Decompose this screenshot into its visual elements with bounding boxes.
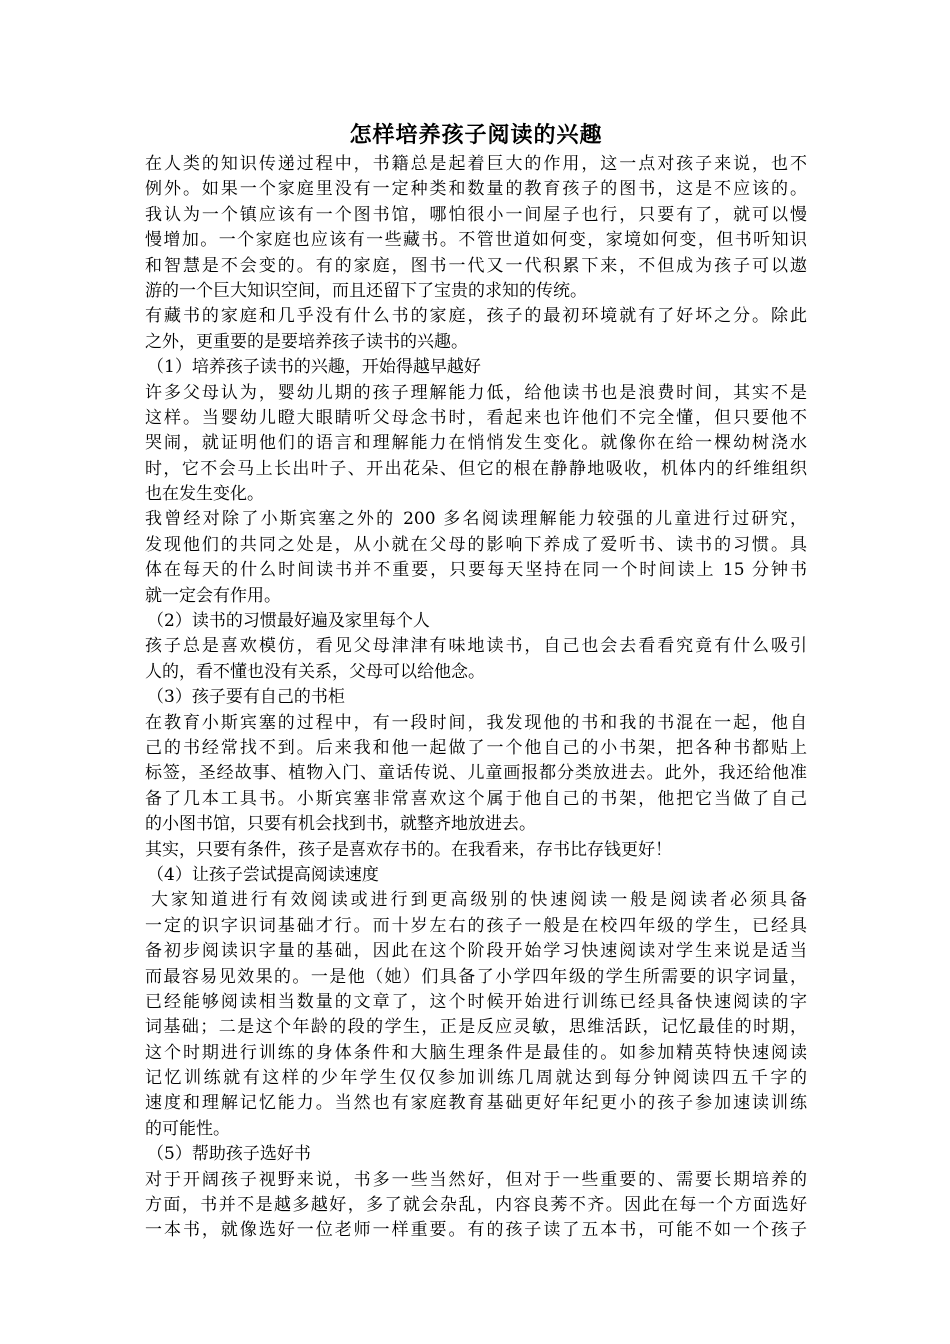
body-text-line: 和智慧是不会变的。有的家庭，图书一代又一代积累下来，不但成为孩子可以遨 — [145, 255, 807, 276]
body-text-line: 标签，圣经故事、植物入门、童话传说、儿童画报都分类放进去。此外，我还给他准 — [145, 763, 807, 784]
section-heading: （4）让孩子尝试提高阅读速度 — [147, 864, 379, 885]
body-text-line: 一本书，就像选好一位老师一样重要。有的孩子读了五本书，可能不如一个孩子 — [145, 1220, 807, 1241]
body-text-line: 我曾经对除了小斯宾塞之外的 200 多名阅读理解能力较强的儿童进行过研究， — [145, 509, 807, 530]
section-heading: （3）孩子要有自己的书柜 — [147, 687, 345, 708]
body-text-line: 这样。当婴幼儿瞪大眼睛听父母念书时，看起来也许他们不完全懂，但只要他不 — [145, 407, 807, 428]
body-text-line: 记忆训练就有这样的少年学生仅仅参加训练几周就达到每分钟阅读四五千字的 — [145, 1068, 807, 1089]
body-text-line: 已经能够阅读相当数量的文章了，这个时候开始进行训练已经具备快速阅读的字 — [145, 991, 807, 1012]
body-text-line: 在教育小斯宾塞的过程中，有一段时间，我发现他的书和我的书混在一起，他自 — [145, 712, 807, 733]
body-text-line: 体在每天的什么时间读书并不重要，只要每天坚持在同一个时间读上 15 分钟书 — [145, 560, 807, 581]
body-text-line: 速度和理解记忆能力。当然也有家庭教育基础更好年纪更小的孩子参加速读训练 — [145, 1093, 807, 1114]
body-text-line: 也在发生变化。 — [145, 484, 264, 505]
body-text-line: 方面，书并不是越多越好，多了就会杂乱，内容良莠不齐。因此在每一个方面选好 — [145, 1195, 807, 1216]
body-text-line: 备了几本工具书。小斯宾塞非常喜欢这个属于他自己的书架，他把它当做了自己 — [145, 788, 807, 809]
body-text-line: 慢增加。一个家庭也应该有一些藏书。不管世道如何变，家境如何变，但书听知识 — [145, 230, 807, 251]
body-text-line: 己的书经常找不到。后来我和他一起做了一个他自己的小书架，把各种书都贴上 — [145, 737, 807, 758]
body-text-line: 备初步阅读识字量的基础，因此在这个阶段开始学习快速阅读对学生来说是适当 — [145, 941, 807, 962]
document-body — [145, 152, 807, 1244]
body-text-line: 大家知道进行有效阅读或进行到更高级别的快速阅读一般是阅读者必须具备 — [151, 890, 807, 911]
body-text-line: 之外，更重要的是要培养孩子读书的兴趣。 — [145, 331, 468, 352]
body-text-line: 人的，看不懂也没有关系，父母可以给他念。 — [145, 661, 485, 682]
document-title: 怎样培养孩子阅读的兴趣 — [349, 122, 603, 148]
body-text-line: 时，它不会马上长出叶子、开出花朵、但它的根在静静地吸收，机体内的纤维组织 — [145, 458, 807, 479]
body-text-line: 有藏书的家庭和几乎没有什么书的家庭，孩子的最初环境就有了好坏之分。除此 — [145, 306, 807, 327]
body-text-line: 发现他们的共同之处是，从小就在父母的影响下养成了爱听书、读书的习惯。具 — [145, 534, 807, 555]
section-heading: （2）读书的习惯最好遍及家里每个人 — [147, 611, 430, 632]
body-text-line: 对于开阔孩子视野来说，书多一些当然好，但对于一些重要的、需要长期培养的 — [145, 1169, 807, 1190]
body-text-line: 许多父母认为，婴幼儿期的孩子理解能力低，给他读书也是浪费时间，其实不是 — [145, 382, 807, 403]
body-text-line: 哭闹，就证明他们的语言和理解能力在悄悄发生变化。就像你在给一棵幼树浇水 — [145, 433, 807, 454]
body-text-line: 其实，只要有条件，孩子是喜欢存书的。在我看来，存书比存钱更好！ — [145, 839, 672, 860]
section-heading: （5）帮助孩子选好书 — [147, 1144, 311, 1165]
section-heading: （1）培养孩子读书的兴趣，开始得越早越好 — [147, 357, 481, 378]
body-text-line: 在人类的知识传递过程中，书籍总是起着巨大的作用，这一点对孩子来说，也不 — [145, 154, 807, 174]
body-text-line: 就一定会有作用。 — [145, 585, 281, 606]
body-text-line: 词基础；二是这个年龄的段的学生，正是反应灵敏，思维活跃，记忆最佳的时期， — [145, 1017, 807, 1038]
body-text-line: 我认为一个镇应该有一个图书馆，哪怕很小一间屋子也行，只要有了，就可以慢 — [145, 204, 807, 225]
body-text-line: 这个时期进行训练的身体条件和大脑生理条件是最佳的。如参加精英特快速阅读 — [145, 1042, 807, 1063]
body-text-line: 一定的识字识词基础才行。而十岁左右的孩子一般是在校四年级的学生，已经具 — [145, 915, 807, 936]
body-text-line: 的可能性。 — [145, 1118, 230, 1139]
body-text-line: 例外。如果一个家庭里没有一定种类和数量的教育孩子的图书，这是不应该的。 — [145, 179, 807, 200]
body-text-line: 游的一个巨大知识空间，而且还留下了宝贵的求知的传统。 — [145, 280, 587, 301]
body-text-line: 孩子总是喜欢模仿，看见父母津津有味地读书，自己也会去看看究竟有什么吸引 — [145, 636, 807, 657]
body-text-line: 而最容易见效果的。一是他（她）们具备了小学四年级的学生所需要的识字词量， — [145, 966, 807, 987]
body-text-line: 的小图书馆，只要有机会找到书，就整齐地放进去。 — [145, 814, 536, 835]
document-page — [145, 118, 807, 1244]
